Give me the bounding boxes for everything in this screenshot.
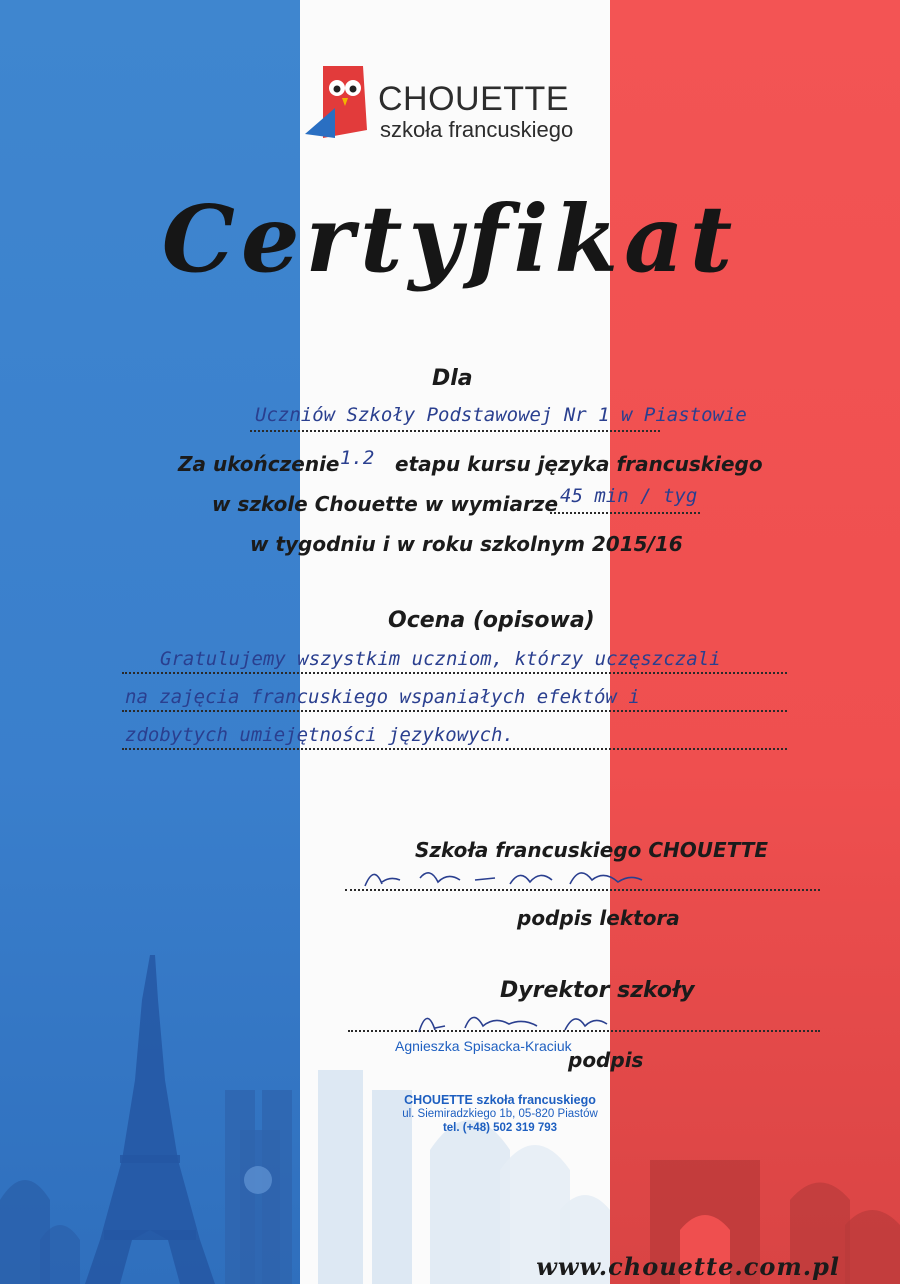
logo-subtitle: szkoła francuskiego bbox=[380, 117, 574, 142]
lecturer-signature-label: podpis lektora bbox=[517, 906, 680, 930]
hours-dotted-line bbox=[550, 512, 700, 514]
completion-hours: 45 min / tyg bbox=[560, 485, 698, 507]
recipient-dotted-line bbox=[250, 430, 660, 432]
owl-icon bbox=[305, 62, 375, 147]
completion-stage: 1.2 bbox=[340, 447, 375, 469]
director-signature bbox=[415, 1002, 635, 1036]
stamp-line-1: CHOUETTE szkoła francuskiego bbox=[404, 1093, 596, 1107]
completion-prefix: Za ukończenie bbox=[178, 452, 340, 476]
completion-suffix: etapu kursu języka francuskiego bbox=[395, 452, 763, 476]
school-label: Szkoła francuskiego CHOUETTE bbox=[415, 838, 769, 862]
assessment-line-3: zdobytych umiejętności językowych. bbox=[125, 724, 514, 746]
chouette-logo bbox=[305, 62, 615, 147]
logo-name: CHOUETTE bbox=[378, 80, 569, 118]
assessment-label: Ocena (opisowa) bbox=[388, 608, 595, 633]
assessment-dotted-line-1 bbox=[122, 672, 787, 674]
lecturer-signature bbox=[360, 858, 660, 892]
director-name: Agnieszka Spisacka-Kraciuk bbox=[395, 1038, 572, 1054]
completion-line3: w tygodniu i w roku szkolnym 2015/16 bbox=[250, 532, 683, 556]
recipient-label: Dla bbox=[432, 366, 473, 391]
website-url: www.chouette.com.pl bbox=[536, 1252, 840, 1281]
director-signature-label: podpis bbox=[568, 1048, 644, 1072]
assessment-dotted-line-2 bbox=[122, 710, 787, 712]
stamp-line-2: ul. Siemiradzkiego 1b, 05-820 Piastów bbox=[402, 1108, 598, 1120]
assessment-line-2: na zajęcia francuskiego wspaniałych efektów i bbox=[125, 686, 640, 708]
director-label: Dyrektor szkoły bbox=[500, 978, 695, 1003]
recipient-value: Uczniów Szkoły Podstawowej Nr 1 w Piastowie bbox=[255, 404, 747, 426]
assessment-line-1: Gratulujemy wszystkim uczniom, którzy uczęszczali bbox=[160, 648, 721, 670]
completion-line2: w szkole Chouette w wymiarze bbox=[212, 492, 559, 516]
certificate-title: Certyfikat bbox=[161, 185, 739, 293]
assessment-dotted-line-3 bbox=[122, 748, 787, 750]
stamp-line-3: tel. (+48) 502 319 793 bbox=[442, 1122, 558, 1134]
